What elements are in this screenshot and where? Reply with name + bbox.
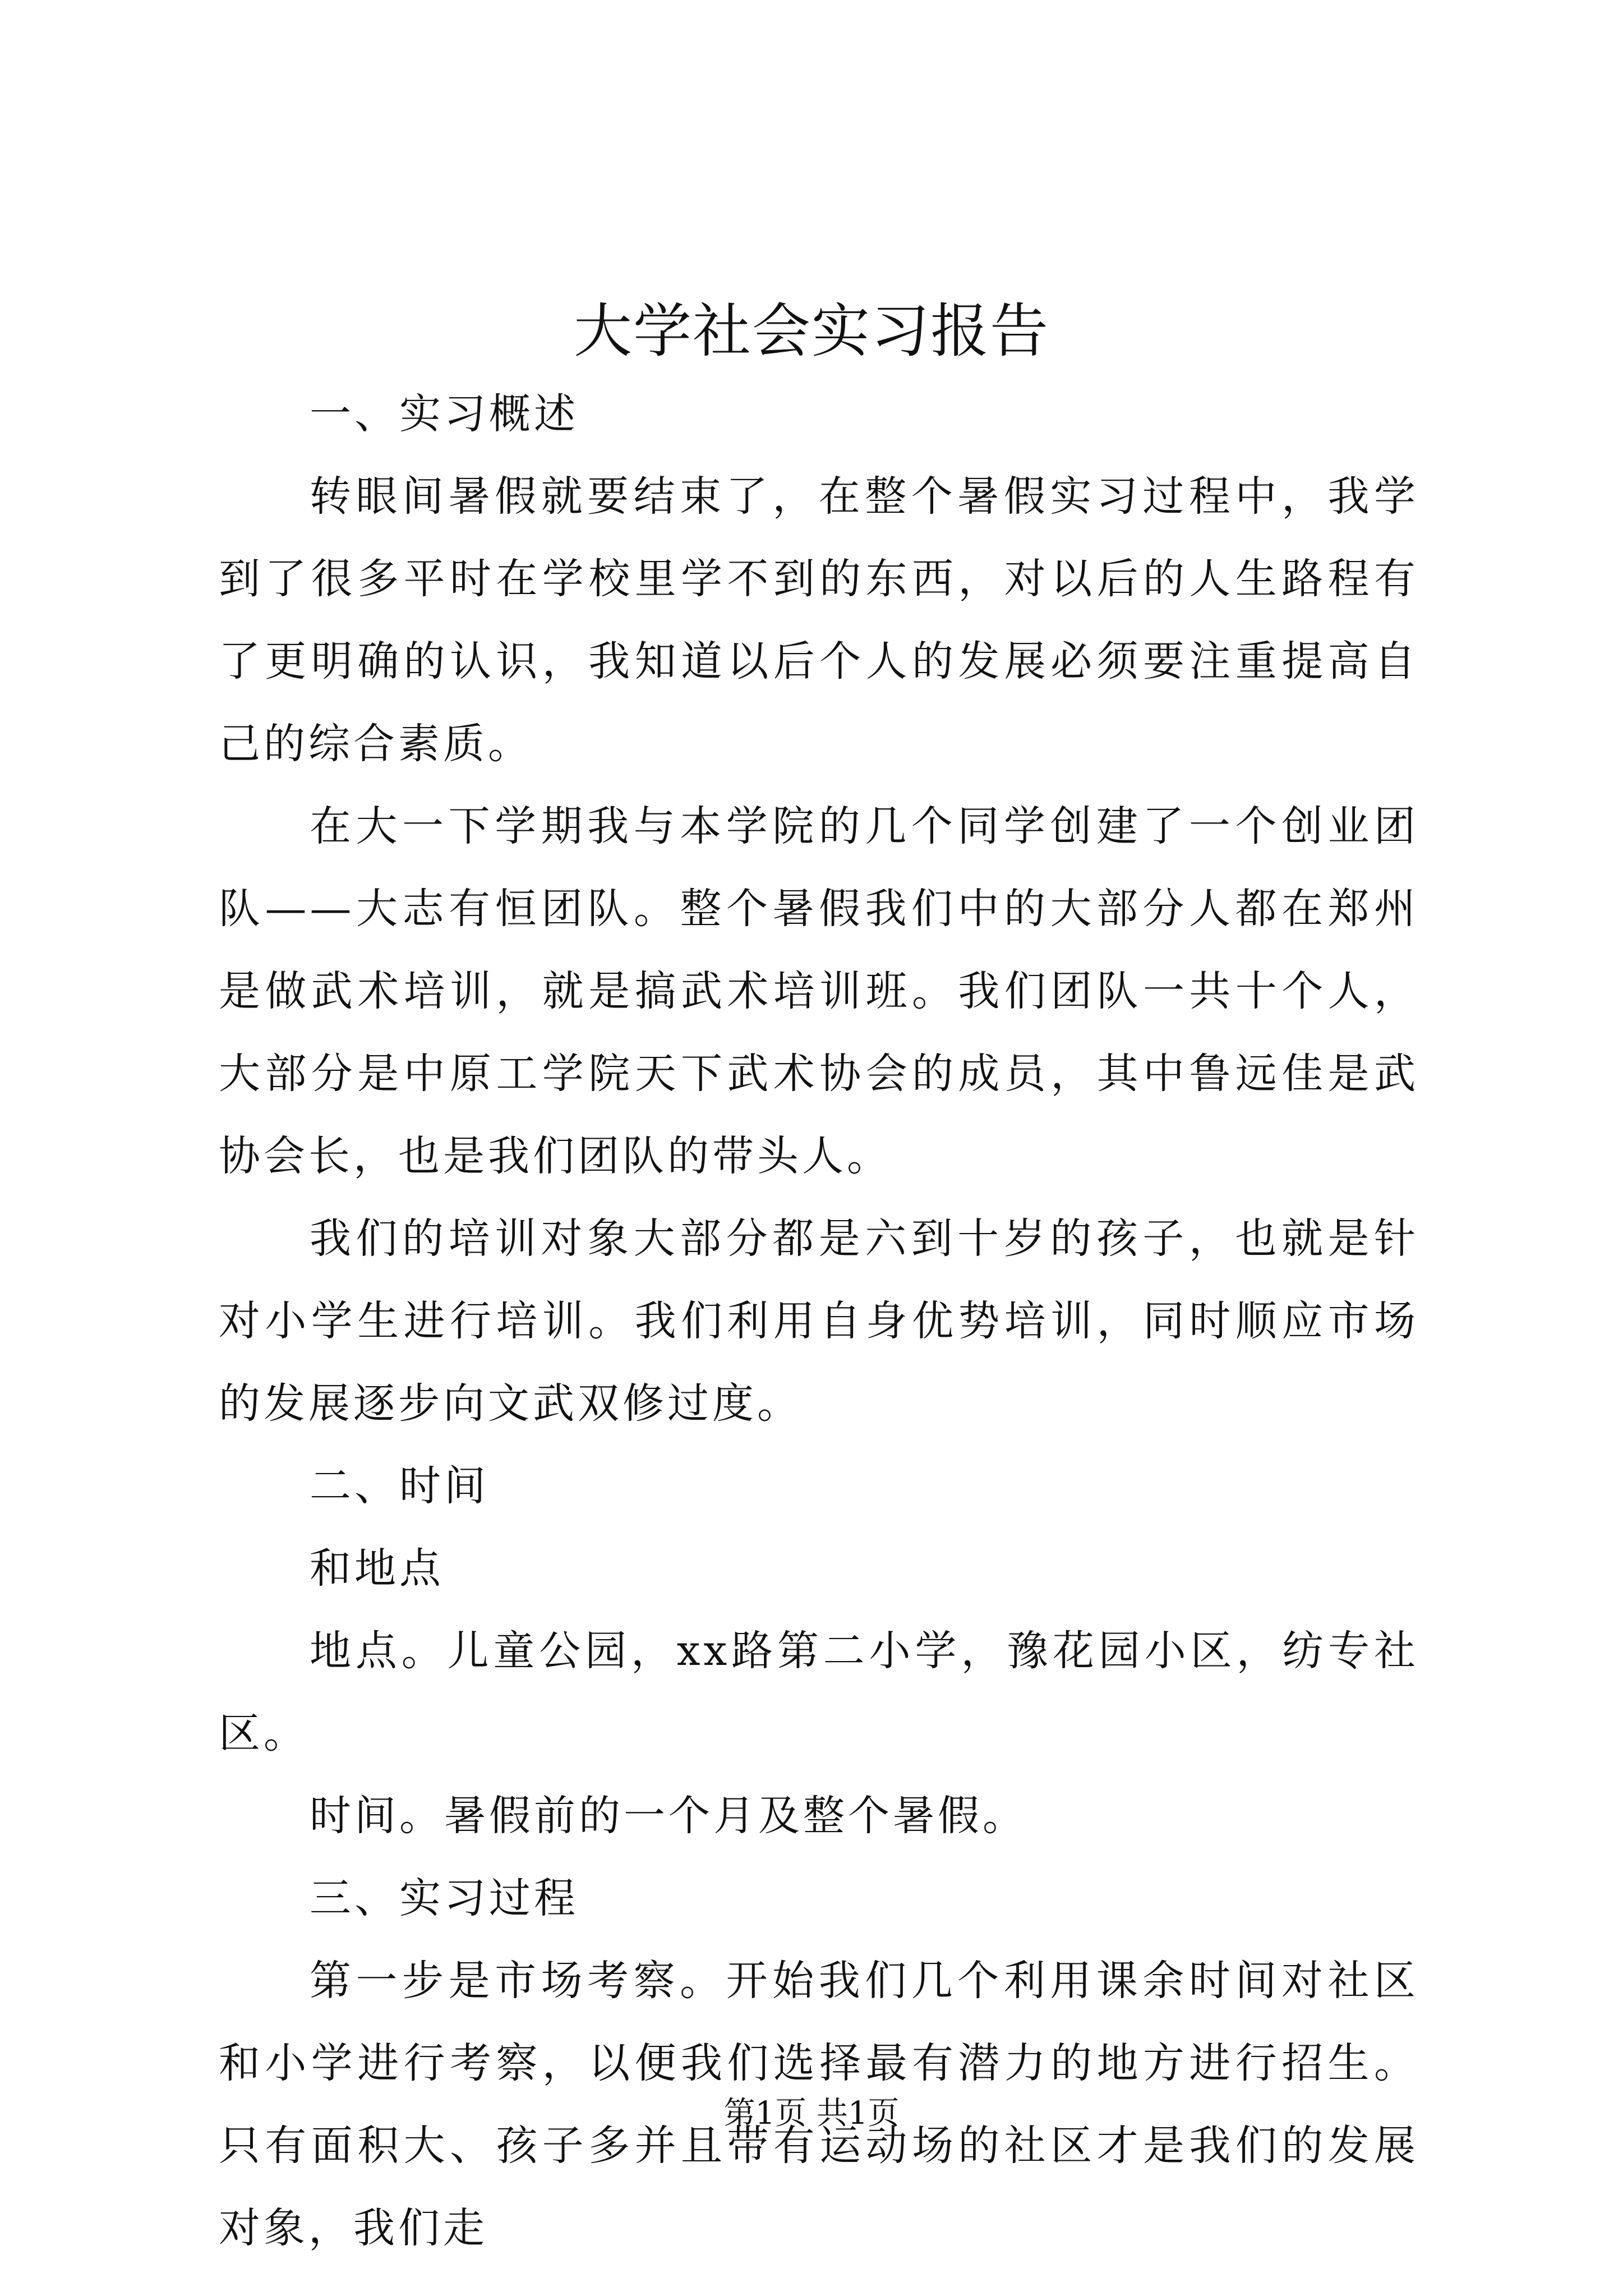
section-heading-overview: 一、实习概述: [310, 390, 579, 438]
document-body: [219, 373, 1419, 2270]
page-footer: 第1页 共1页: [723, 2095, 900, 2132]
paragraph-time: 时间。暑假前的一个月及整个暑假。: [310, 1792, 1027, 1840]
section-heading-process: 三、实习过程: [310, 1874, 579, 1922]
paragraph: 转眼间暑假就要结束了，在整个暑假实习过程中，我学到了很多平时在学校里学不到的东西，对以后的人生路程有了更明确的认识，我知道以后个人的发展必须要注重提高自己的综合素质。: [219, 472, 1419, 768]
paragraph: 第一步是市场考察。开始我们几个利用课余时间对社区和小学进行考察，以便我们选择最有潜力的地方进行招生。只有面积大、孩子多并且带有运动场的社区才是我们的发展对象，我们走: [219, 1957, 1419, 2252]
paragraph: 在大一下学期我与本学院的几个同学创建了一个创业团队——大志有恒团队。整个暑假我们中的大部分人都在郑州是做武术培训，就是搞武术培训班。我们团队一共十个人，大部分是中原工学院天下武术协会的成员，其中鲁远佳是武协会长，也是我们团队的带头人。: [219, 802, 1419, 1180]
paragraph: 我们的培训对象大部分都是六到十岁的孩子，也就是针对小学生进行培训。我们利用自身优势培训，同时顺应市场的发展逐步向文武双修过度。: [219, 1214, 1419, 1428]
section-heading-place: 和地点: [310, 1544, 444, 1593]
document-title: 大学社会实习报告: [573, 297, 1049, 365]
section-heading-time: 二、时间: [310, 1462, 489, 1510]
paragraph-location: 地点。儿童公园，xx路第二小学，豫花园小区，纺专社区。: [219, 1627, 1419, 1757]
